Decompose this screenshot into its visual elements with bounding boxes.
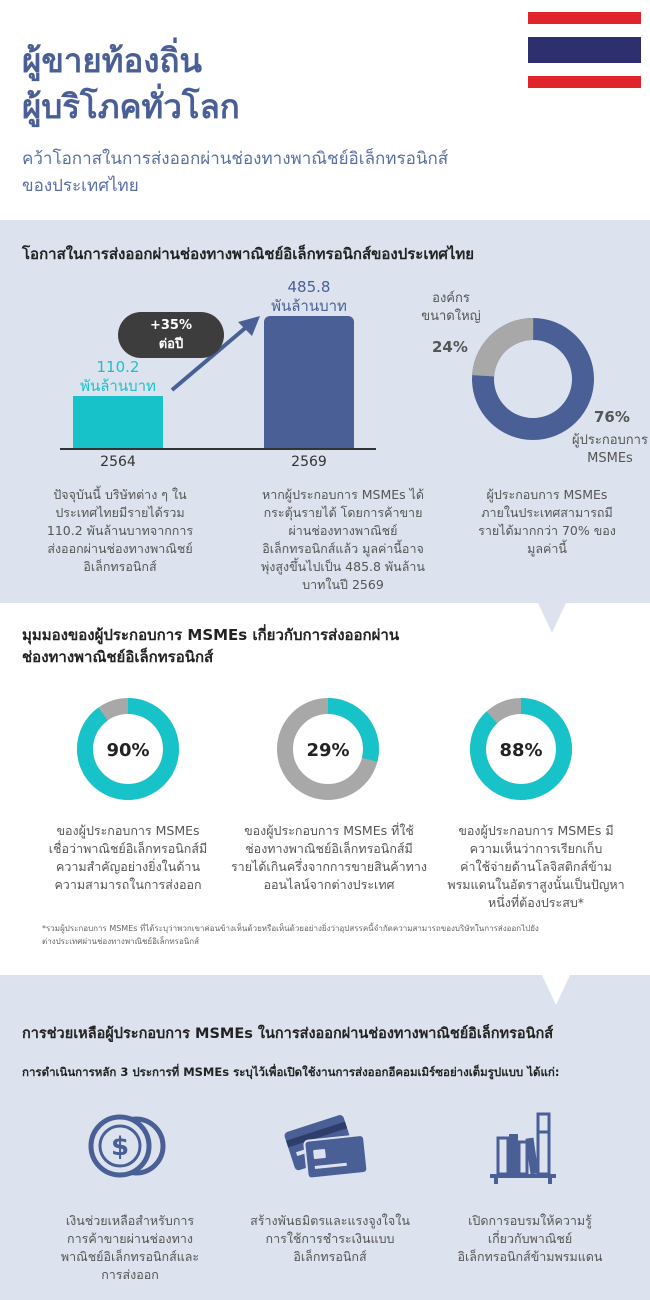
desc-line: รายได้เกินครึ่งจากการขายสินค้าทาง [230, 859, 428, 874]
msme-percent: 76% [594, 408, 630, 426]
support-item-payments-text [230, 1212, 430, 1266]
bar-2569 [264, 316, 354, 448]
section-heading: โอกาสในการส่งออกผ่านช่องทางพาณิชย์อิเล็กทรอนิกส์ของประเทศไทย [22, 245, 475, 263]
bar-2569-amount: 485.8 [287, 278, 331, 296]
subtitle-line-2: ของประเทศไทย [22, 176, 139, 196]
desc-line: อิเล็กทรอนิกส์แล้ว มูลค่านี้อาจ [262, 541, 424, 556]
donut-item-1-text [28, 822, 228, 894]
bar-2564-value [60, 358, 176, 396]
description-current-revenue [30, 486, 210, 576]
desc-line: ประเทศไทยมีรายได้รวม [55, 505, 185, 520]
subtitle-line-1: คว้าโอกาสในการส่งออกผ่านช่องทางพาณิชย์อิเล็กทรอนิกส์ [22, 149, 449, 169]
support-intro: การดำเนินการหลัก 3 ประการที่ MSMEs ระบุไว้เพื่อเปิดใช้งานการส่งออกอีคอมเมิร์ซอย่างเต็มรูปแบบ ได้แก่: [22, 1065, 560, 1079]
title-line-2: ผู้บริโภคทั่วโลก [22, 87, 240, 126]
desc-line: รายได้มากกว่า 70% ของ [478, 523, 616, 538]
msme-label [570, 432, 650, 468]
desc-line: หากผู้ประกอบการ MSMEs ได้ [261, 487, 425, 502]
donut-item-3-percent: 88% [499, 740, 543, 761]
desc-line: ผ่านช่องทางพาณิชย์ [288, 523, 398, 538]
donut-item-2-percent: 29% [306, 740, 350, 761]
thailand-flag-icon [528, 12, 641, 88]
growth-period: ต่อปี [158, 337, 184, 352]
coin-dollar-icon [86, 1108, 166, 1188]
credit-card-icon [282, 1108, 372, 1188]
desc-line: อิเล็กทรอนิกส์ [83, 559, 157, 574]
desc-line: 110.2 พันล้านบาทจากการ [46, 523, 194, 538]
desc-line: การส่งออก [101, 1267, 159, 1282]
desc-line: เกี่ยวกับพาณิชย์ [487, 1231, 573, 1246]
growth-badge [118, 312, 224, 358]
chart-baseline [60, 448, 376, 450]
desc-line: เงินช่วยเหลือสำหรับการ [65, 1213, 195, 1228]
desc-line: ของผู้ประกอบการ MSMEs ที่ใช้ [244, 823, 414, 838]
year-label-2564: 2564 [100, 454, 136, 470]
footnote [42, 922, 602, 948]
support-heading: การช่วยเหลือผู้ประกอบการ MSMEs ในการส่งออกผ่านช่องทางพาณิชย์อิเล็กทรอนิกส์ [22, 1026, 554, 1042]
bar-2569-value [250, 278, 368, 316]
desc-line: ความเห็นว่าการเรียกเก็บ [469, 841, 603, 856]
desc-line: อิเล็กทรอนิกส์ข้ามพรมแดน [457, 1249, 603, 1264]
donut-item-2-text [222, 822, 436, 894]
large-org-label [398, 290, 504, 326]
title-line-1: ผู้ขายท้องถิ่น [22, 41, 202, 80]
desc-line: สร้างพันธมิตรและแรงจูงใจใน [250, 1213, 410, 1228]
desc-line: พาณิชย์อิเล็กทรอนิกส์และ [60, 1249, 200, 1264]
desc-line: ความสามารถในการส่งออก [54, 877, 202, 892]
support-item-funding-text [40, 1212, 220, 1284]
desc-line: ความสำคัญอย่างยิ่งในด้าน [55, 859, 200, 874]
heading-line-2: ช่องทางพาณิชย์อิเล็กทรอนิกส์ [22, 648, 214, 666]
support-item-training-text [430, 1212, 630, 1266]
desc-line: มูลค่านี้ [527, 541, 567, 556]
desc-line: ปัจจุบันนี้ บริษัทต่าง ๆ ใน [53, 487, 187, 502]
desc-line: การค้าขายผ่านช่องทาง [67, 1231, 193, 1246]
desc-line: ผู้ประกอบการ MSMEs [486, 487, 608, 502]
desc-line: ของผู้ประกอบการ MSMEs [56, 823, 200, 838]
share-donut-chart [470, 316, 596, 442]
desc-line: อิเล็กทรอนิกส์ [293, 1249, 367, 1264]
desc-line: พรมแดนในอัตราสูงนั้นเป็นปัญหา [447, 877, 625, 892]
desc-line: กระตุ้นรายได้ โดยการค้าขาย [263, 505, 423, 520]
msme-perspective-heading [22, 624, 522, 668]
footnote-line-1: *รวมผู้ประกอบการ MSMEs ที่ได้ระบุว่าพวกเขาค่อนข้างเห็นด้วยหรือเห็นด้วยอย่างยิ่งว่าอุปสรรคนี้จำกัดความสามารถของบริษัทในการส่งออกไปยัง [42, 924, 539, 933]
desc-line: ออนไลน์จากต่างประเทศ [263, 877, 395, 892]
section-pointer [542, 975, 570, 1005]
desc-line: ภายในประเทศสามารถมี [481, 505, 613, 520]
page-title [22, 38, 240, 130]
desc-line: บาทในปี 2569 [302, 577, 384, 592]
large-org-label-line-1: องค์กร [432, 291, 470, 306]
svg-text:$: $ [110, 1132, 130, 1162]
desc-line: พุ่งสูงขึ้นไปเป็น 485.8 พันล้าน [261, 559, 425, 574]
donut-item-3-text [436, 822, 636, 912]
header [0, 0, 650, 220]
desc-line: ค่าใช้จ่ายด้านโลจิสติกส์ข้าม [460, 859, 612, 874]
heading-line-1: มุมมองของผู้ประกอบการ MSMEs เกี่ยวกับการส่งออกผ่าน [22, 626, 400, 644]
msme-label-line-2: MSMEs [587, 451, 633, 466]
desc-line: หนึ่งที่ต้องประสบ* [487, 895, 585, 910]
section-pointer [538, 603, 566, 633]
description-msme-share [462, 486, 632, 558]
desc-line: เชื่อว่าพาณิชย์อิเล็กทรอนิกส์มี [48, 841, 208, 856]
books-icon [486, 1108, 566, 1188]
desc-line: เปิดการอบรมให้ความรู้ [468, 1213, 592, 1228]
large-org-label-line-2: ขนาดใหญ่ [421, 309, 481, 324]
growth-rate: +35% [149, 318, 192, 333]
year-label-2569: 2569 [291, 454, 327, 470]
description-projection [236, 486, 450, 594]
bar-2564-unit: พันล้านบาท [80, 377, 156, 395]
desc-line: ช่องทางพาณิชย์อิเล็กทรอนิกส์มี [245, 841, 413, 856]
bar-2569-unit: พันล้านบาท [271, 297, 347, 315]
desc-line: การใช้การชำระเงินแบบ [265, 1231, 395, 1246]
large-org-percent: 24% [432, 338, 468, 356]
page-subtitle [22, 146, 582, 200]
bar-2564 [73, 396, 163, 448]
export-opportunity-section [0, 220, 650, 603]
donut-item-1-percent: 90% [106, 740, 150, 761]
bar-2564-amount: 110.2 [96, 358, 140, 376]
msme-label-line-1: ผู้ประกอบการ [572, 433, 648, 448]
desc-line: ของผู้ประกอบการ MSMEs มี [458, 823, 614, 838]
footnote-line-2: ต่างประเทศผ่านช่องทางพาณิชย์อิเล็กทรอนิกส์ [42, 937, 199, 946]
desc-line: ส่งออกผ่านช่องทางพาณิชย์ [47, 541, 193, 556]
